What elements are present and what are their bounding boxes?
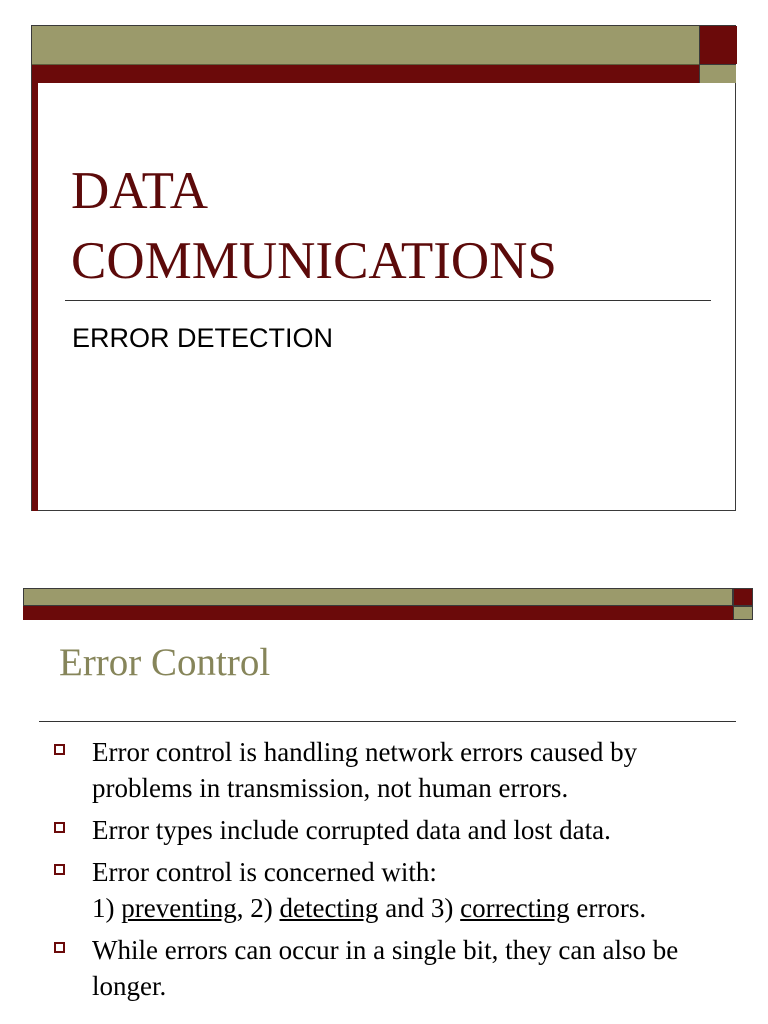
header-olive-band	[32, 26, 699, 65]
slide-subtitle: ERROR DETECTION	[72, 323, 334, 353]
corner-olive-square	[733, 606, 753, 620]
title-divider	[65, 300, 711, 301]
hollow-square-icon	[54, 942, 65, 953]
corner-olive-square	[699, 64, 736, 83]
bullet-text: Error control is concerned with:	[92, 857, 437, 887]
left-accent-bar	[32, 83, 38, 511]
list-item	[52, 854, 732, 890]
hollow-square-icon	[54, 822, 65, 833]
bullet-text: While errors can occur in a single bit, they can also be longer.	[92, 935, 679, 1001]
heading-divider	[39, 721, 736, 722]
bullet-list	[52, 734, 732, 1010]
hollow-square-icon	[54, 864, 65, 875]
header-maroon-band	[23, 606, 733, 620]
header-olive-band	[23, 588, 733, 606]
list-item	[52, 812, 732, 848]
slide-heading: Error Control	[59, 641, 271, 684]
subline-text: and 3)	[378, 893, 461, 923]
bullet-text: Error types include corrupted data and lost data.	[92, 815, 611, 845]
bullet-text: Error control is handling network errors caused by problems in transmission, not human errors.	[92, 737, 638, 803]
corner-maroon-square	[699, 26, 737, 64]
list-subline	[52, 890, 732, 926]
list-item	[52, 734, 732, 806]
slide-title: DATA COMMUNICATIONS	[71, 162, 557, 290]
underlined-word: correcting	[460, 893, 570, 923]
hollow-square-icon	[54, 744, 65, 755]
subline-text: errors.	[569, 893, 647, 923]
underlined-word: detecting	[279, 893, 379, 923]
corner-maroon-square	[733, 588, 753, 606]
header-maroon-band	[32, 65, 699, 83]
underlined-word: preventing	[121, 893, 237, 923]
subline-prefix: 1)	[92, 893, 122, 923]
subline-text: , 2)	[236, 893, 280, 923]
title-slide	[31, 25, 736, 511]
list-item	[52, 932, 732, 1004]
